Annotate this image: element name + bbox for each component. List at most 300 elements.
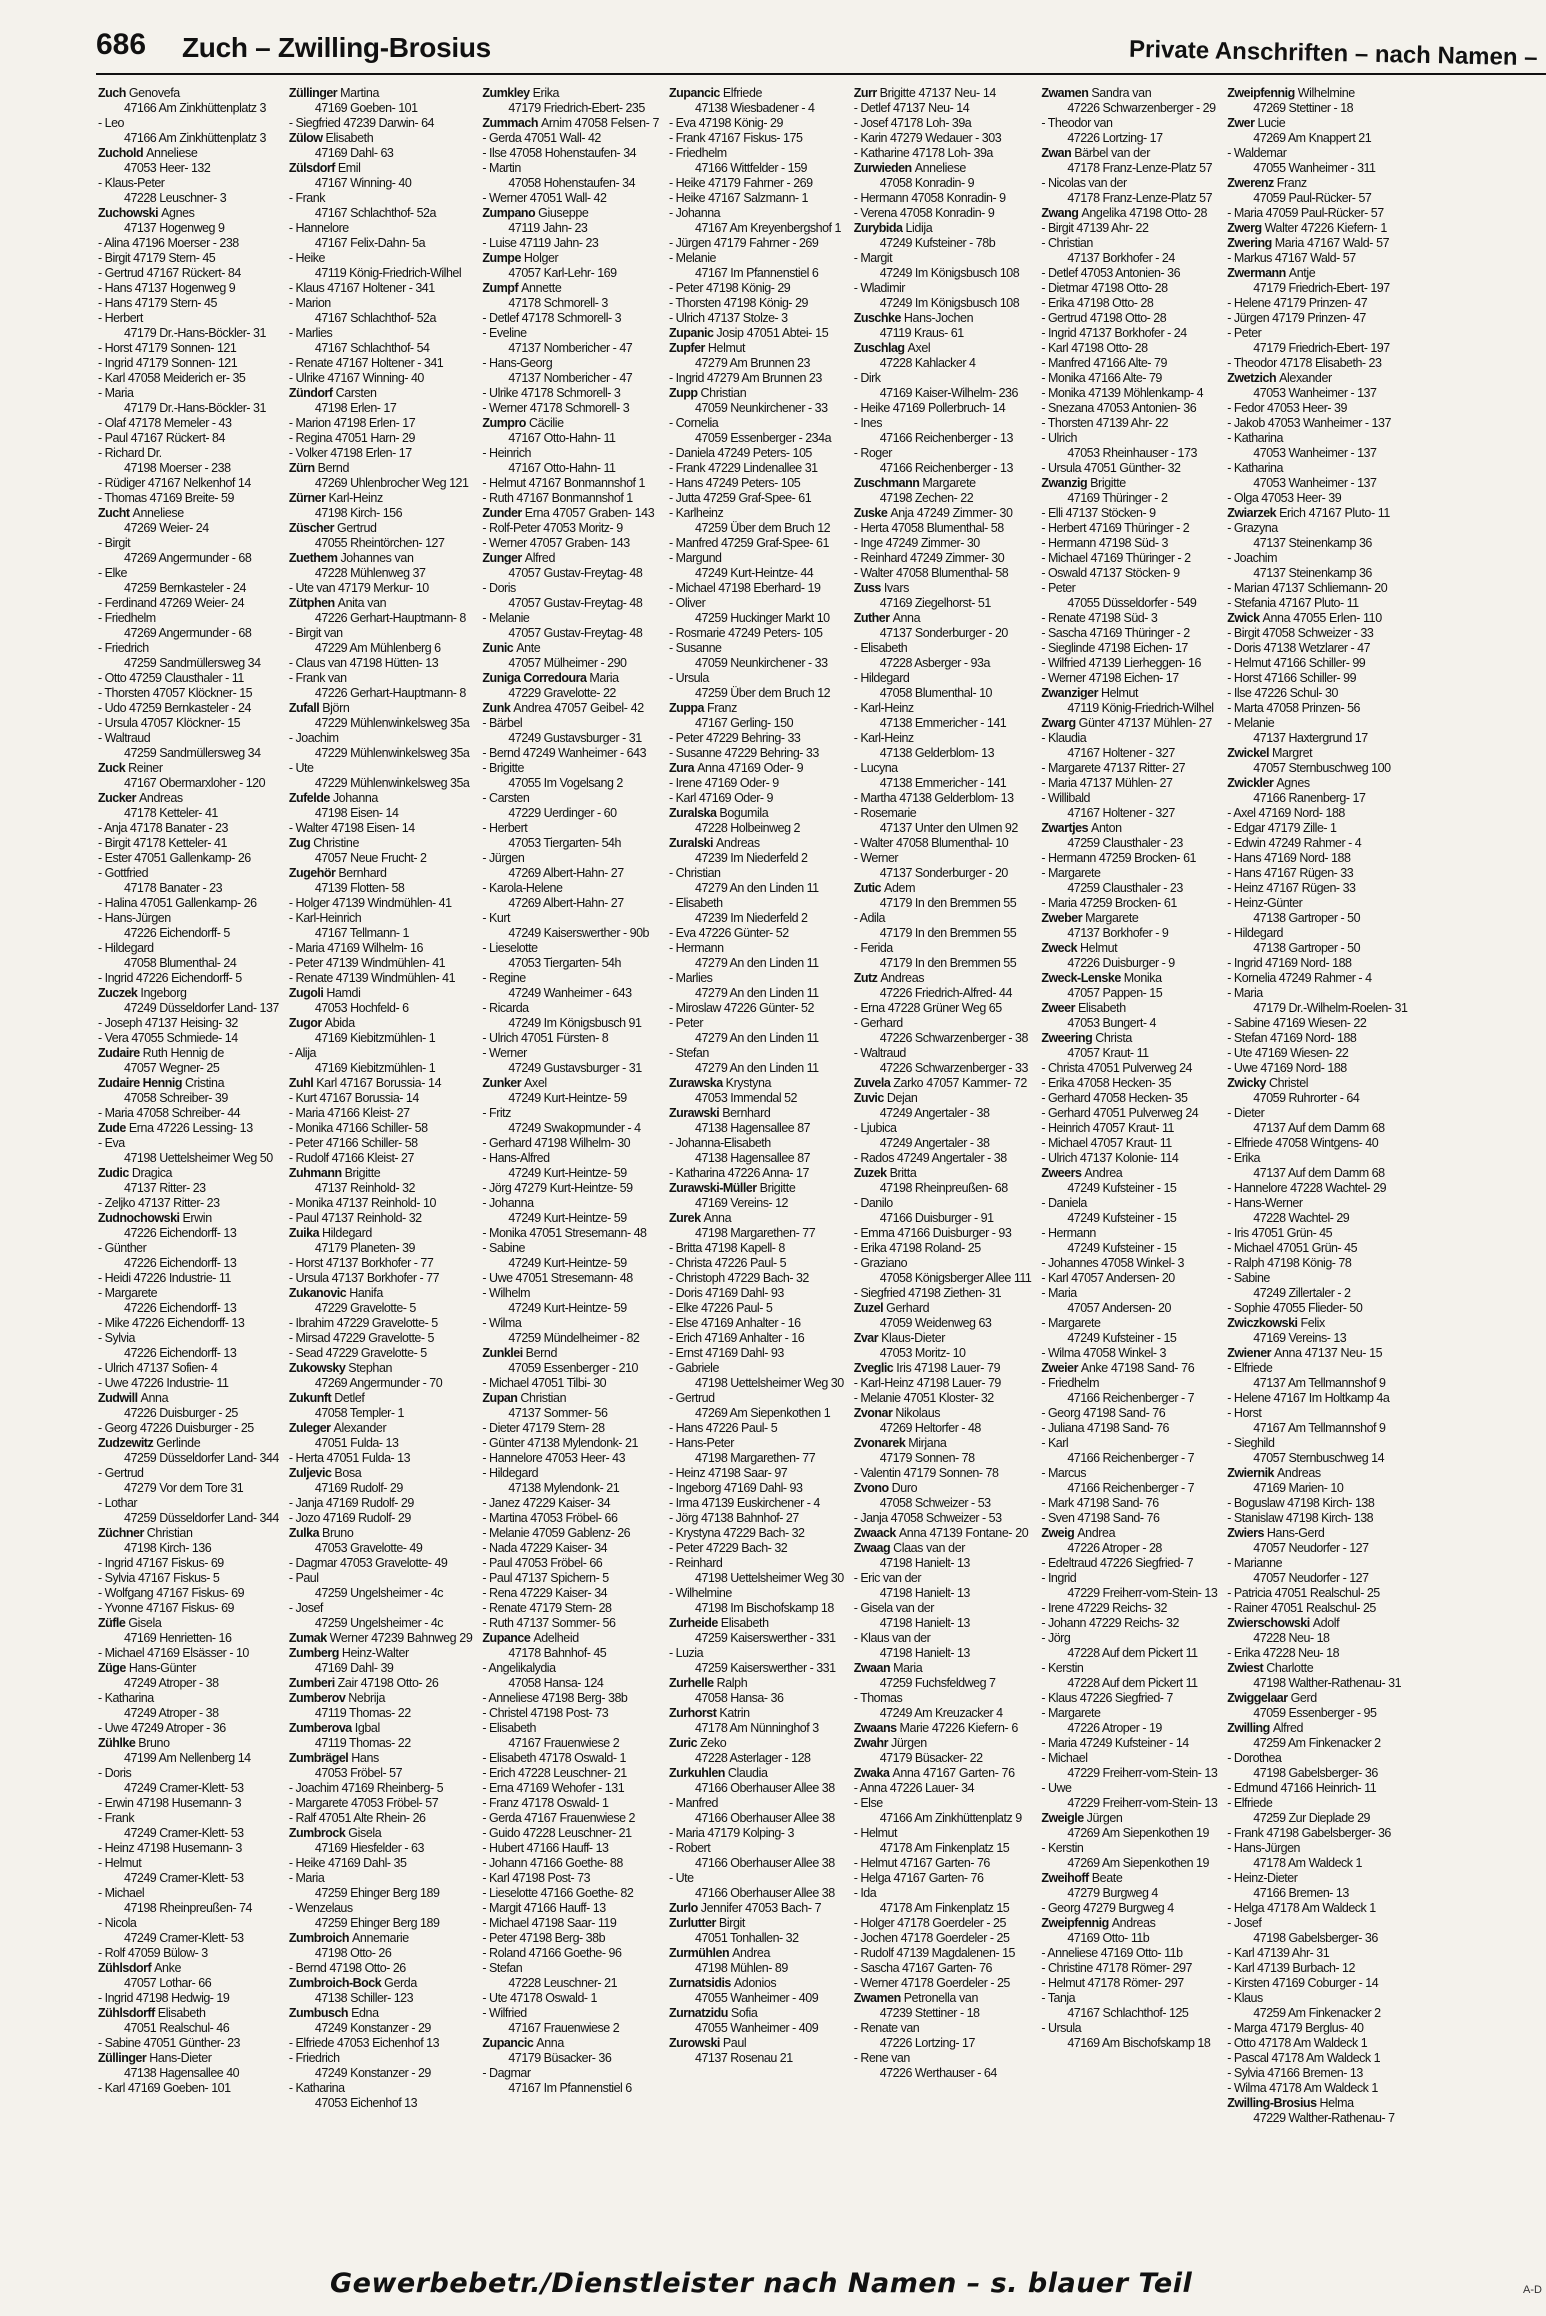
listing-entry [289,1166,473,1196]
given-name: Stephan [348,1361,393,1375]
surname: Zuika [288,1226,320,1240]
sub-entry: - Elli 47137 Stöcken- 9 [1041,506,1156,520]
sub-entry: - Maria 47058 Schreiber- 44 [98,1106,241,1120]
sub-entry: - Werner 47051 Wall- 42 [482,191,607,205]
address: 47259 Bernkasteler - 24 [124,581,246,595]
sub-entry: - Gabriele [669,1361,719,1375]
address: 47059 Neunkirchener - 33 [695,656,828,670]
listing-entry [482,1496,659,1511]
sub-entry: - Alina 47196 Moerser - 238 [98,236,239,250]
sub-entry: - Heinrich 47057 Kraut- 11 [1041,1121,1175,1135]
sub-entry: - Maria 47059 Paul-Rücker- 57 [1227,206,1384,220]
given-name: Adonios [733,1976,777,1990]
address: 47198 Moerser - 238 [124,461,231,475]
address: 47169 Am Bischofskamp 18 [1067,2036,1211,2050]
surname: Zwiczkowski [1227,1316,1298,1330]
listing-entry [482,581,659,611]
surname: Zühlsdorf [98,1961,152,1975]
sub-entry: - Volker 47198 Erlen- 17 [288,446,412,460]
sub-entry: - Lieselotte 47166 Goethe- 82 [482,1886,634,1900]
address: 47178 Bahnhof- 45 [508,1646,607,1660]
given-name: Helma [1319,2096,1354,2110]
surname: Zumkley [482,86,530,100]
address: 47057 Lothar- 66 [124,1976,212,1990]
listing-entry [1041,1961,1217,1976]
entry-header [289,1226,473,1241]
listing-column [98,86,279,2254]
listing-entry [98,236,279,251]
sub-entry: - Heike 47179 Fahrner - 269 [669,176,813,190]
listing-entry [1041,641,1217,656]
sub-entry: - Monika 47139 Möhlenkamp- 4 [1041,386,1204,400]
listing-entry [1227,1361,1407,1391]
given-name: Anneliese [914,161,966,175]
given-name: Björn [322,701,350,715]
listing-entry [289,461,473,491]
sub-entry: - Nicolas van der [1041,176,1127,190]
listing-entry [1041,1901,1217,1916]
sub-entry: - Hermann 47198 Süd- 3 [1041,536,1168,550]
entry-header [1227,1076,1407,1091]
listing-entry [482,1106,659,1136]
sub-entry: - Kornelia 47249 Rahmer - 4 [1227,971,1372,985]
listing-entry [289,1526,473,1556]
given-name: Christine [313,836,360,850]
listing-entry [482,1586,659,1601]
listing-entry [1227,1646,1407,1661]
sub-entry: - Jutta 47259 Graf-Spee- 61 [669,491,812,505]
listing-entry [854,1601,1032,1631]
address: 47137 Reinhold- 32 [314,1181,415,1195]
address: 47137 Sonderburger - 20 [879,866,1008,880]
sub-entry: - Hans 47179 Stern- 45 [98,296,217,310]
listing-entry [1227,1991,1407,2021]
sub-entry: - Uwe 47051 Stresemann- 48 [482,1271,633,1285]
listing-entry [482,1706,659,1721]
entry-header [854,1736,1032,1751]
address: 47249 Kufsteiner - 15 [1067,1331,1177,1345]
address: 47137 Auf dem Damm 68 [1253,1166,1385,1180]
surname: Zuck [98,761,126,775]
surname: Zurheide [669,1616,718,1630]
surname: Zwick [1227,611,1260,625]
address: 47137 Steinenkamp 36 [1253,566,1372,580]
listing-entry [289,251,473,281]
listing-entry [1041,1571,1217,1601]
sub-entry: - Heinz 47198 Saar- 97 [669,1466,788,1480]
address: 47198 Otto- 26 [314,1946,392,1960]
entry-header [1227,1346,1407,1361]
name-range: Zuch – Zwilling-Brosius [182,32,491,63]
entry-header [98,1211,279,1226]
address: 47239 Im Niederfeld 2 [695,851,808,865]
listing-entry [98,1271,279,1286]
listing-entry [98,2081,279,2096]
listing-entry [482,1241,659,1271]
surname: Zunder [482,506,522,520]
listing-entry [1041,1286,1217,1316]
address: 47259 Düsseldorfer Land- 344 [124,1511,279,1525]
address: 47259 Mündelheimer - 82 [508,1331,640,1345]
sub-entry: - Frank 47167 Fiskus- 175 [669,131,803,145]
listing-entry [1041,326,1217,341]
sub-entry: - Thorsten 47057 Klöckner- 15 [98,686,253,700]
sub-entry: - Ingrid 47198 Hedwig- 19 [98,1991,230,2005]
given-name: Christa [1095,1031,1132,1045]
sub-entry: - Ulrike 47178 Schmorell- 3 [482,386,621,400]
sub-entry: - Josef [288,1601,323,1615]
address: 47229 Freiherr-vom-Stein- 13 [1067,1796,1218,1810]
listing-entry [854,101,1032,116]
listing-entry [289,866,473,896]
sub-entry: - Ibrahim 47229 Gravelotte- 5 [288,1316,438,1330]
listing-entry [854,881,1032,911]
given-name: Brigitte 47137 Neu- 14 [879,86,996,100]
sub-entry: - Erika 47228 Neu- 18 [1227,1646,1340,1660]
listing-entry [669,116,844,131]
sub-entry: - Michael 47051 Grün- 45 [1227,1241,1358,1255]
listing-entry [482,416,659,446]
entry-header [854,161,1032,176]
address: 47178 Am Waldeck 1 [1253,1856,1362,1870]
sub-entry: - Melanie [1227,716,1275,730]
address: 47167 Tellmann- 1 [314,926,409,940]
surname: Zuhmann [288,1166,342,1180]
sub-entry: - Sabine [1227,1271,1270,1285]
sub-entry: - Ingrid 47167 Fiskus- 69 [98,1556,224,1570]
listing-entry [854,146,1032,161]
surname: Zurnatzidu [669,2006,728,2020]
sub-entry: - Peter 47229 Bach- 32 [669,1541,788,1555]
address: 47166 Duisburger - 91 [879,1211,994,1225]
surname: Zukowsky [288,1361,346,1375]
listing-entry [1041,1496,1217,1511]
entry-header [289,86,473,101]
sub-entry: - Gertrud [98,1466,144,1480]
given-name: Annette [521,281,562,295]
sub-entry: - Elfriede [1227,1361,1273,1375]
listing-entry [482,356,659,386]
sub-entry: - Katharina 47226 Anna- 17 [669,1166,809,1180]
listing-entry [98,686,279,701]
listing-entry [854,131,1032,146]
listing-entry [1227,2051,1407,2066]
address: 47138 Emmericher - 141 [879,776,1007,790]
address: 47259 Düsseldorfer Land- 344 [124,1451,279,1465]
entry-header [482,551,659,566]
listing-entry [854,1151,1032,1166]
given-name: Anna [536,2036,564,2050]
listing-entry [482,1871,659,1886]
surname: Zwierschowski [1227,1616,1310,1630]
entry-header [289,551,473,566]
surname: Zupancic [669,86,720,100]
listing-entry [1041,416,1217,431]
sub-entry: - Krystyna 47229 Bach- 32 [669,1526,805,1540]
section-title: Private Anschriften – nach Namen – [1129,35,1539,72]
surname: Zwamen [853,1991,901,2005]
given-name: Helmut [1080,941,1118,955]
sub-entry: - Maria [1041,1286,1077,1300]
given-name: Franz [707,701,737,715]
listing-entry [482,1826,659,1841]
listing-entry [482,1616,659,1631]
given-name: Jürgen [1086,1811,1123,1825]
address: 47059 Neunkirchener - 33 [695,401,828,415]
sub-entry: - Marga 47179 Berglus- 40 [1227,2021,1364,2035]
address: 47269 Uhlenbrocher Weg 121 [314,476,469,490]
sub-entry: - Leo [98,116,124,130]
sub-entry: - Josef [1227,1916,1262,1930]
entry-header [482,701,659,716]
entry-header [669,1106,844,1121]
listing-entry [289,1931,473,1961]
surname: Zulka [288,1526,320,1540]
given-name: Alfred [524,551,556,565]
sub-entry: - Ingrid [1041,1571,1077,1585]
address: 47169 Kiebitzmühlen- 1 [314,1031,436,1045]
sub-entry: - Friedrich [98,641,149,655]
given-name: Hans [351,1751,379,1765]
sub-entry: - Ulrich 47137 Stolze- 3 [669,311,788,325]
sub-entry: - Karl-Heinz 47198 Lauer- 79 [853,1376,1001,1390]
address: 47138 Emmericher - 141 [879,716,1007,730]
sub-entry: - Birgit 47178 Ketteler- 41 [98,836,227,850]
listing-entry [482,1226,659,1241]
listing-entry [289,296,473,326]
entry-header [1227,1721,1407,1736]
address: 47259 Kaiserswerther - 331 [695,1631,836,1645]
sub-entry: - Ferida [853,941,893,955]
address: 47249 Kufsteiner - 15 [1067,1211,1177,1225]
sub-entry: - Edgar 47179 Zille- 1 [1227,821,1337,835]
sub-entry: - Michael 47057 Kraut- 11 [1041,1136,1172,1150]
sub-entry: - Hannelore [288,221,349,235]
listing-entry [669,926,844,941]
listing-entry [289,116,473,131]
sub-entry: - Georg 47226 Duisburger - 25 [98,1421,254,1435]
listing-entry [482,1316,659,1346]
listing-entry [1227,146,1407,176]
listing-entry [1041,911,1217,941]
entry-header [854,476,1032,491]
address: 47169 Dahl- 39 [314,1661,394,1675]
address: 47228 Asterlager - 128 [695,1751,811,1765]
entry-header [482,671,659,686]
listing-entry [289,2036,473,2051]
sub-entry: - Peter 47229 Behring- 33 [669,731,801,745]
sub-entry: - Erika 47058 Hecken- 35 [1041,1076,1172,1090]
listing-entry [1227,1601,1407,1616]
listing-entry [854,581,1032,611]
listing-entry [98,1691,279,1721]
listing-entry [98,1076,279,1106]
surname: Zuethem [288,551,338,565]
surname: Zwarg [1041,716,1076,730]
sub-entry: - Frank 47229 Lindenallee 31 [669,461,818,475]
entry-header [854,1661,1032,1676]
address: 47226 Eichendorff- 5 [124,926,230,940]
address: 47178 Franz-Lenze-Platz 57 [1067,191,1213,205]
sub-entry: - Renate 47198 Süd- 3 [1041,611,1158,625]
listing-entry [1227,896,1407,926]
address: 47137 Am Tellmannshof 9 [1253,1376,1386,1390]
surname: Züscher [288,521,335,535]
sub-entry: - Walter 47198 Eisen- 14 [288,821,415,835]
listing-entry [1227,1346,1407,1361]
entry-header [289,1721,473,1736]
address: 47229 Mühlenwinkelsweg 35a [314,746,470,760]
sub-entry: - Herta 47058 Blumenthal- 58 [853,521,1004,535]
listing-entry [1041,1511,1217,1526]
listing-entry [289,356,473,371]
sub-entry: - Hildegard [1227,926,1283,940]
address: 47059 Essenberger - 234a [695,431,832,445]
entry-header [289,1526,473,1541]
listing-entry [669,1016,844,1046]
sub-entry: - Roger [853,446,892,460]
listing-entry [669,671,844,701]
sub-entry: - Maria 47137 Mühlen- 27 [1041,776,1173,790]
address: 47053 Fröbel- 57 [314,1766,403,1780]
entry-header [1041,476,1217,491]
entry-header [289,701,473,716]
sub-entry: - Michael [1041,1751,1088,1765]
listing-entry [854,1016,1032,1046]
listing-entry [482,1946,659,1961]
given-name: Anna 47169 Oder- 9 [697,761,804,775]
sub-entry: - Johanna-Elisabeth [669,1136,771,1150]
entry-header [1227,746,1407,761]
address: 47279 Burgweg 4 [1067,1886,1158,1900]
entry-header [669,86,844,101]
entry-header [854,1721,1032,1736]
surname: Zündorf [288,386,333,400]
sub-entry: - Janez 47229 Kaiser- 34 [482,1496,611,1510]
sub-entry: - Frank 47198 Gabelsberger- 36 [1227,1826,1391,1840]
listing-entry [854,116,1032,131]
entry-header [854,1361,1032,1376]
entry-header [482,86,659,101]
address: 47137 Hogenweg 9 [124,221,225,235]
address: 47249 Konstanzer - 29 [314,2066,431,2080]
sub-entry: - Kurt [482,911,510,925]
listing-entry [1041,1106,1217,1121]
listing-entry [1227,1196,1407,1226]
listing-entry [482,1556,659,1571]
sub-entry: - Ulrich 47051 Fürsten- 8 [482,1031,609,1045]
address: 47169 Otto- 11b [1067,1931,1150,1945]
listing-entry [669,641,844,671]
sub-entry: - Eva 47198 König- 29 [669,116,783,130]
listing-entry [669,536,844,551]
sub-entry: - Johannes 47058 Winkel- 3 [1041,1256,1184,1270]
sub-entry: - Günther [98,1241,147,1255]
listing-entry [1227,1061,1407,1076]
listing-entry [289,1331,473,1346]
listing-entry [289,1976,473,2006]
listing-entry [1041,941,1217,971]
surname: Zuzel [853,1301,884,1315]
address: 47167 Gerling- 150 [695,716,794,730]
listing-entry [669,761,844,776]
listing-entry [669,1316,844,1331]
listing-entry [1227,461,1407,491]
listing-entry [289,191,473,221]
address: 47167 Schlachthof- 125 [1067,2006,1189,2020]
address: 47055 Düsseldorfer - 549 [1067,596,1197,610]
given-name: Elisabeth [1077,1001,1126,1015]
given-name: Bernhard [722,1106,771,1120]
listing-entry [289,1631,473,1646]
sub-entry: - Rolf-Peter 47053 Moritz- 9 [482,521,623,535]
listing-entry [1227,1466,1407,1496]
listing-entry [482,1631,659,1661]
listing-entry [1227,1691,1407,1721]
sub-entry: - Holger 47178 Goerdeler - 25 [853,1916,1006,1930]
sub-entry: - Kerstin [1041,1841,1084,1855]
listing-entry [854,1931,1032,1946]
address: 47053 Heer- 132 [124,161,211,175]
listing-entry [854,1766,1032,1781]
sub-entry: - Peter [1227,326,1262,340]
address: 47053 Bungert- 4 [1067,1016,1156,1030]
sub-entry: - Ilse 47058 Hohenstaufen- 34 [482,146,637,160]
entry-header [98,1046,279,1061]
address: 47139 Flotten- 58 [314,881,405,895]
entry-header [854,86,1032,101]
sub-entry: - Halina 47051 Gallenkamp- 26 [98,896,257,910]
address: 47057 Wegner- 25 [124,1061,220,1075]
address: 47058 Schreiber- 39 [124,1091,228,1105]
address: 47259 Über dem Bruch 12 [695,686,831,700]
listing-entry [1041,506,1217,521]
given-name: Christian [700,386,747,400]
listing-entry [482,146,659,161]
listing-entry [98,491,279,506]
listing-entry [669,971,844,1001]
sub-entry: - Katharina [1227,461,1283,475]
given-name: Gisela [128,1616,162,1630]
sub-entry: - Horst 47179 Sonnen- 121 [98,341,237,355]
sub-entry: - Detlef 47053 Antonien- 36 [1041,266,1181,280]
surname: Zuvela [853,1076,891,1090]
entry-header [1041,686,1217,701]
entry-header [1041,1001,1217,1016]
listing-entry [669,1301,844,1316]
listing-entry [482,791,659,821]
sub-entry: - Christian [1041,236,1093,250]
sub-entry: - Herbert [482,821,528,835]
listing-entry [669,1766,844,1796]
sub-entry: - Wolfgang 47167 Fiskus- 69 [98,1586,245,1600]
listing-entry [854,1046,1032,1076]
given-name: Werner 47239 Bahnweg 29 [329,1631,473,1645]
surname: Zurowski [669,2036,720,2050]
listing-entry [289,1901,473,1931]
address: 47229 Mühlenwinkelsweg 35a [314,776,470,790]
entry-header [1041,1526,1217,1541]
address: 47249 Düsseldorfer Land- 137 [124,1001,279,1015]
listing-entry [482,701,659,716]
address: 47249 Kufsteiner - 15 [1067,1181,1177,1195]
sub-entry: - Marlies [669,971,713,985]
given-name: Lucie [1257,116,1286,130]
listing-entry [482,1421,659,1436]
listing-entry [854,1631,1032,1661]
listing-entry [1227,251,1407,266]
address: 47229 Uerdinger - 60 [508,806,617,820]
